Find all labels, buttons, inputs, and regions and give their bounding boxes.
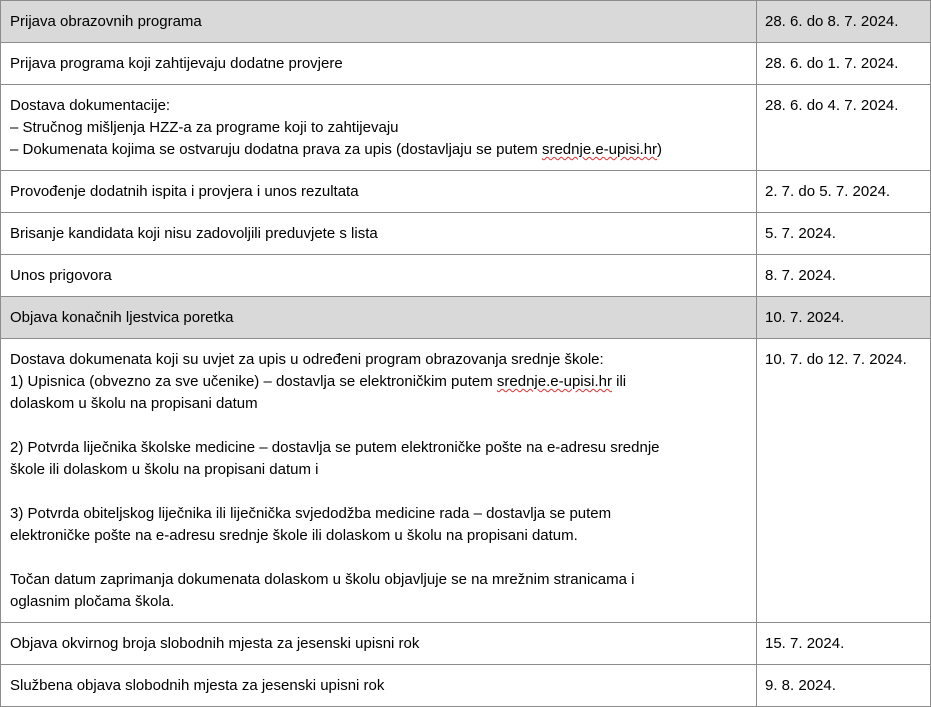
table-row: [1, 339, 931, 623]
row-date: 2. 7. do 5. 7. 2024.: [757, 171, 931, 213]
description-text: Službena objava slobodnih mjesta za jesenski upisni rok: [10, 677, 385, 694]
description-text: – Dokumenata kojima se ostvaruju dodatna prava za upis (dostavljaju se putem: [10, 141, 542, 158]
description-text: Dostava dokumenata koji su uvjet za upis u određeni program obrazovanja srednje škole:: [10, 351, 604, 368]
description-text: Prijava obrazovnih programa: [10, 13, 202, 30]
table-row: [1, 1, 931, 43]
description-text: ili: [611, 373, 627, 390]
row-description: [1, 255, 757, 297]
portal-link-text: srednje.e-upisi.hr: [496, 373, 612, 390]
description-text: 3) Potvrda obiteljskog liječnika ili liječnička svjedodžba medicine rada – dostavlja se putem: [10, 505, 612, 522]
row-description: [1, 339, 757, 623]
description-text: Provođenje dodatnih ispita i provjera i unos rezultata: [10, 183, 359, 200]
description-text: 1) Upisnica (obvezno za sve učenike) – dostavlja se elektroničkim putem: [10, 373, 497, 390]
description-text: 2) Potvrda liječnika školske medicine – dostavlja se putem elektroničke pošte na e-adresu srednje: [10, 439, 660, 456]
description-text: Dostava dokumentacije:: [10, 97, 171, 114]
row-description: [1, 623, 757, 665]
description-text: oglasnim pločama škola.: [10, 593, 175, 610]
table-row: [1, 85, 931, 171]
description-text: – Stručnog mišljenja HZZ-a za programe koji to zahtijevaju: [10, 119, 399, 136]
description-line: [10, 371, 748, 393]
description-text: Unos prigovora: [10, 267, 112, 284]
table-row: [1, 665, 931, 707]
description-text: dolaskom u školu na propisani datum: [10, 395, 258, 412]
row-date: 15. 7. 2024.: [757, 623, 931, 665]
row-description: [1, 213, 757, 255]
row-description: [1, 665, 757, 707]
paragraph-gap: [10, 547, 748, 569]
table-row: [1, 171, 931, 213]
row-description: [1, 85, 757, 171]
description-text: ): [657, 141, 663, 158]
table-row: [1, 297, 931, 339]
row-date: 28. 6. do 1. 7. 2024.: [757, 43, 931, 85]
portal-link-text: srednje.e-upisi.hr: [541, 141, 658, 158]
row-date: 28. 6. do 4. 7. 2024.: [757, 85, 931, 171]
description-text: Objava konačnih ljestvica poretka: [10, 309, 234, 326]
paragraph-gap: [10, 481, 748, 503]
row-description: [1, 43, 757, 85]
row-date: 8. 7. 2024.: [757, 255, 931, 297]
row-description: [1, 297, 757, 339]
row-description: [1, 1, 757, 43]
table-row: [1, 43, 931, 85]
row-date: 28. 6. do 8. 7. 2024.: [757, 1, 931, 43]
description-text: Točan datum zaprimanja dokumenata dolaskom u školu objavljuje se na mrežnim stranicama i: [10, 571, 635, 588]
description-text: Prijava programa koji zahtijevaju dodatne provjere: [10, 55, 343, 72]
description-text: Objava okvirnog broja slobodnih mjesta za jesenski upisni rok: [10, 635, 420, 652]
table-row: [1, 623, 931, 665]
table-row: [1, 213, 931, 255]
description-line: [10, 139, 748, 161]
paragraph-gap: [10, 415, 748, 437]
row-date: 10. 7. 2024.: [757, 297, 931, 339]
row-date: 10. 7. do 12. 7. 2024.: [757, 339, 931, 623]
row-date: 9. 8. 2024.: [757, 665, 931, 707]
row-description: [1, 171, 757, 213]
description-text: škole ili dolaskom u školu na propisani datum i: [10, 461, 319, 478]
description-text: elektroničke pošte na e-adresu srednje škole ili dolaskom u školu na propisani datum.: [10, 527, 578, 544]
row-date: 5. 7. 2024.: [757, 213, 931, 255]
description-text: Brisanje kandidata koji nisu zadovoljili preduvjete s lista: [10, 225, 378, 242]
table-row: [1, 255, 931, 297]
